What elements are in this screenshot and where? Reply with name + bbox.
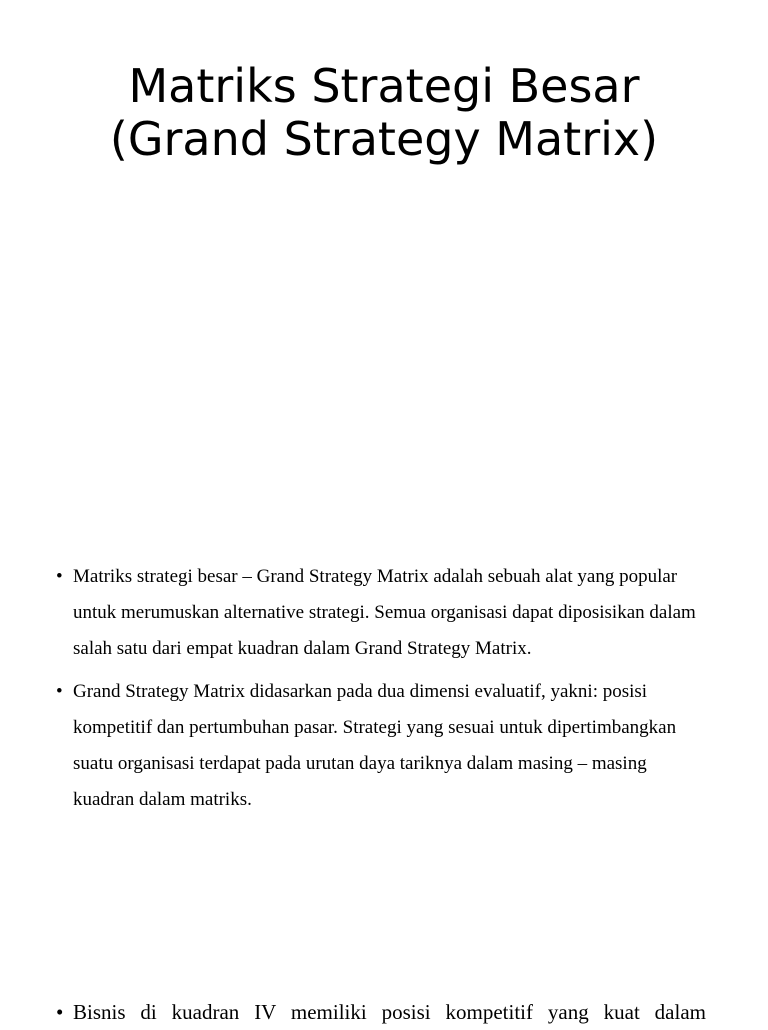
slide-title: Matriks Strategi Besar (Grand Strategy Matrix)	[109, 59, 659, 166]
bullet-list	[56, 559, 712, 825]
bullet-item: • Matriks strategi besar – Grand Strategy Matrix adalah sebuah alat yang popular untuk merumuskan alternative strategi. Semua organisasi dapat diposisikan dalam salah satu dari empat kuadran dalam Grand Strategy Matrix.	[56, 559, 712, 667]
bullet-item: • Grand Strategy Matrix didasarkan pada dua dimensi evaluatif, yakni: posisi kompetitif dan pertumbuhan pasar. Strategi yang sesuai untuk dipertimbangkan suatu organisasi terdapat pada urutan daya tariknya dalam masing – masing kuadran dalam matriks.	[56, 674, 712, 818]
next-slide-bullet-list	[56, 994, 706, 1030]
bullet-item: • Bisnis di kuadran IV memiliki posisi kompetitif yang kuat dalam	[56, 994, 706, 1030]
